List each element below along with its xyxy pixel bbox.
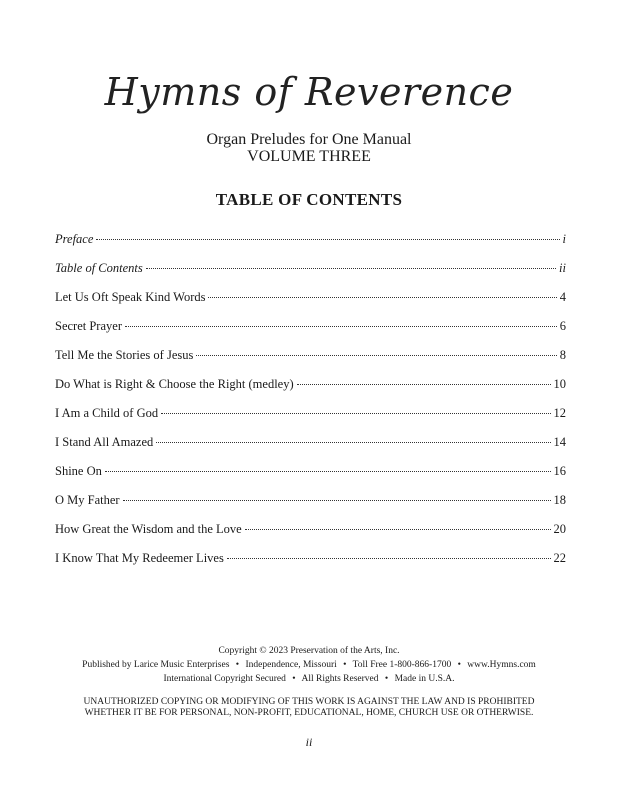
toc-entry-page: 16 xyxy=(553,464,566,478)
toc-entry-title: Do What is Right & Choose the Right (medley) xyxy=(55,377,294,391)
publisher-phone: Toll Free 1-800-866-1700 xyxy=(352,660,452,670)
toc-entry-page: 10 xyxy=(553,377,566,391)
dot-leader xyxy=(123,500,551,501)
toc-entry xyxy=(55,435,566,464)
dot-leader xyxy=(227,558,551,559)
toc-entry-page: 18 xyxy=(553,493,566,507)
toc-entry xyxy=(55,522,566,551)
bullet-separator: • xyxy=(292,674,296,684)
toc-entry-title: I Am a Child of God xyxy=(55,406,159,420)
toc-entry xyxy=(55,551,566,580)
toc-entry-title: Let Us Oft Speak Kind Words xyxy=(55,290,206,304)
copyright-line: Copyright © 2023 Preservation of the Arts, Inc. xyxy=(218,646,400,656)
bullet-separator: • xyxy=(457,660,461,670)
toc-entry-page: 22 xyxy=(553,551,566,565)
toc-entry-title: O My Father xyxy=(55,493,120,507)
publisher-website: www.Hymns.com xyxy=(467,660,536,670)
dot-leader xyxy=(125,326,557,327)
subtitle-block xyxy=(0,131,618,165)
toc-entry-page: 4 xyxy=(559,290,566,304)
dot-leader xyxy=(196,355,556,356)
toc-entry-page: ii xyxy=(559,261,566,275)
toc-entry-page: 20 xyxy=(553,522,566,536)
toc-entry-page: 8 xyxy=(559,348,566,362)
dot-leader xyxy=(208,297,556,298)
toc-entry xyxy=(55,319,566,348)
table-of-contents xyxy=(55,232,566,580)
toc-entry-page: 6 xyxy=(559,319,566,333)
toc-entry-page: i xyxy=(562,232,566,246)
toc-entry-title: Secret Prayer xyxy=(55,319,122,333)
toc-entry-title: Shine On xyxy=(55,464,102,478)
dot-leader xyxy=(156,442,550,443)
copyright-warning xyxy=(0,697,618,719)
footer xyxy=(0,646,618,688)
bullet-separator: • xyxy=(384,674,389,684)
toc-entry xyxy=(55,493,566,522)
dot-leader xyxy=(105,471,551,472)
dot-leader xyxy=(297,384,551,385)
bullet-separator: • xyxy=(343,660,347,670)
toc-entry-title: I Know That My Redeemer Lives xyxy=(55,551,224,565)
volume-line: VOLUME THREE xyxy=(247,148,371,165)
toc-entry-title: Tell Me the Stories of Jesus xyxy=(55,348,194,362)
bullet-separator: • xyxy=(235,660,240,670)
toc-entry-page: 14 xyxy=(553,435,566,449)
made-in: Made in U.S.A. xyxy=(394,674,455,684)
dot-leader xyxy=(161,413,550,414)
toc-heading: TABLE OF CONTENTS xyxy=(215,190,403,209)
publisher-line xyxy=(0,660,618,674)
toc-entry-title: Table of Contents xyxy=(55,261,143,275)
toc-entry-page: 12 xyxy=(553,406,566,420)
toc-entry xyxy=(55,261,566,290)
rights-line xyxy=(0,674,618,688)
rights-secured: International Copyright Secured xyxy=(163,674,286,684)
warning-line: WHETHER IT BE FOR PERSONAL, NON-PROFIT, EDUCATIONAL, HOME, CHURCH USE OR OTHERWISE. xyxy=(84,708,534,718)
toc-entry-title: Preface xyxy=(55,232,94,246)
toc-entry xyxy=(55,377,566,406)
page-number: ii xyxy=(305,735,313,749)
toc-entry xyxy=(55,290,566,319)
subtitle-line: Organ Preludes for One Manual xyxy=(206,131,412,148)
publisher-name: Published by Larice Music Enterprises xyxy=(82,660,230,670)
dot-leader xyxy=(146,268,556,269)
toc-entry-title: How Great the Wisdom and the Love xyxy=(55,522,242,536)
toc-entry xyxy=(55,464,566,493)
toc-entry xyxy=(55,348,566,377)
document-title: Hymns of Reverence xyxy=(104,70,514,114)
dot-leader xyxy=(96,239,559,240)
toc-entry xyxy=(55,406,566,435)
publisher-location: Independence, Missouri xyxy=(245,660,337,670)
dot-leader xyxy=(245,529,551,530)
toc-entry-title: I Stand All Amazed xyxy=(55,435,154,449)
toc-entry xyxy=(55,232,566,261)
rights-reserved: All Rights Reserved xyxy=(301,674,379,684)
warning-line: UNAUTHORIZED COPYING OR MODIFYING OF THIS WORK IS AGAINST THE LAW AND IS PROHIBITED xyxy=(83,697,535,707)
